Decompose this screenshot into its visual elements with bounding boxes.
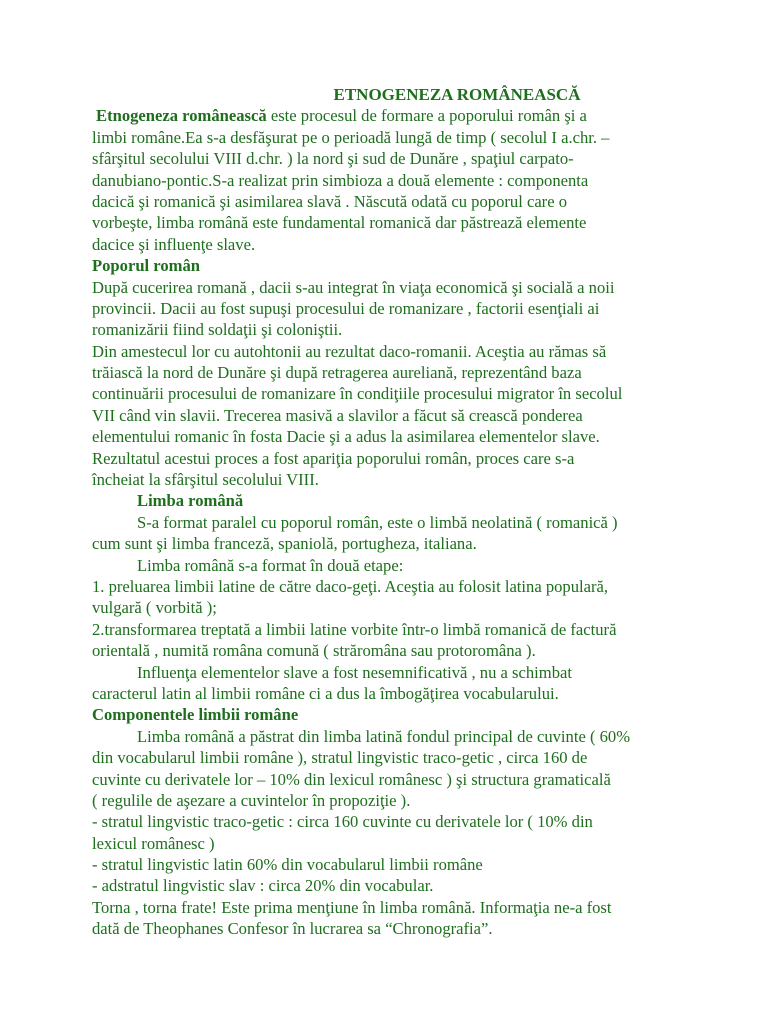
poporul-line: Din amestecul lor cu autohtonii au rezultat daco-romanii. Aceştia au rămas să — [92, 341, 607, 361]
componente-line: lexicul românesc ) — [92, 833, 215, 853]
intro-line: dacice şi influenţe slave. — [92, 234, 256, 254]
limba-line: orientală , numită româna comună ( străromâna sau protoromâna ). — [92, 641, 536, 661]
poporul-line: continuării procesului de romanizare în condiţiile procesului migrator în secolul — [92, 384, 623, 404]
intro-line: vorbeşte, limba română este fundamental romanică dar păstrează elemente — [92, 213, 587, 233]
poporul-line: încheiat la sfârşitul secolului VIII. — [92, 470, 319, 490]
componente-line: Limba română a păstrat din limba latină fondul principal de cuvinte ( 60% — [137, 726, 631, 746]
intro-line: dacică şi romanică şi asimilarea slavă . Născută odată cu poporul care o — [92, 191, 568, 211]
poporul-line: VII când vin slavii. Trecerea masivă a slavilor a făcut să crească ponderea — [92, 405, 583, 425]
componente-line: din vocabularul limbii române ), stratul lingvistic traco-getic , circa 160 de — [92, 748, 588, 768]
limba-line: S-a format paralel cu poporul român, este o limbă neolatină ( romanică ) — [137, 512, 618, 532]
limba-line: 2.transformarea treptată a limbii latine vorbite într-o limbă romanică de factură — [92, 619, 617, 639]
componente-line: - stratul lingvistic traco-getic : circa 160 cuvinte cu derivatele lor ( 10% din — [92, 812, 593, 832]
limba-line: Limba română s-a format în două etape: — [137, 555, 404, 575]
poporul-line: elementului romanic în fosta Dacie şi a adus la asimilarea elementelor slave. — [92, 427, 600, 447]
section-heading-componentele: Componentele limbii române — [92, 705, 299, 725]
limba-line: cum sunt şi limba franceză, spaniolă, portugheza, italiana. — [92, 534, 477, 554]
limba-line: caracterul latin al limbii române ci a dus la îmbogăţirea vocabularului. — [92, 683, 559, 703]
document-title: ETNOGENEZA ROMÂNEASCĂ — [333, 85, 581, 104]
poporul-line: romanizării fiind soldaţii şi coloniştii. — [92, 320, 343, 340]
section-heading-limba: Limba română — [137, 491, 244, 511]
componente-line: ( regulile de aşezare a cuvintelor în propoziţie ). — [92, 790, 411, 810]
componente-line: dată de Theophanes Confesor în lucrarea sa “Chronografia”. — [92, 919, 493, 939]
intro-line: sfârşitul secolului VIII d.chr. ) la nord şi sud de Dunăre , spaţiul carpato- — [92, 149, 574, 169]
intro-first-line — [92, 105, 712, 126]
intro-lead-term: Etnogeneza românească — [96, 106, 267, 126]
componente-line: - adstratul lingvistic slav : circa 20% din vocabular. — [92, 876, 434, 896]
intro-line: este procesul de formare a poporului român şi a — [266, 106, 587, 126]
poporul-line: provincii. Dacii au fost supuşi procesului de romanizare , factorii esenţiali ai — [92, 298, 600, 318]
document-body — [92, 84, 712, 940]
poporul-line: După cucerirea romană , dacii s-au integrat în viaţa economică şi socială a noii — [92, 277, 615, 297]
componente-line: cuvinte cu derivatele lor – 10% din lexicul românesc ) şi structura gramaticală — [92, 769, 611, 789]
limba-line: 1. preluarea limbii latine de către daco-geţi. Aceştia au folosit latina populară, — [92, 576, 609, 596]
limba-line: vulgară ( vorbită ); — [92, 598, 217, 618]
poporul-line: trăiască la nord de Dunăre şi după retragerea aureliană, reprezentând baza — [92, 363, 582, 383]
intro-line: danubiano-pontic.S-a realizat prin simbioza a două elemente : componenta — [92, 170, 589, 190]
limba-line: Influenţa elementelor slave a fost nesemnificativă , nu a schimbat — [137, 662, 572, 682]
poporul-line: Rezultatul acestui proces a fost apariţia poporului român, proces care s-a — [92, 448, 575, 468]
section-heading-poporul: Poporul român — [92, 256, 201, 276]
componente-line: - stratul lingvistic latin 60% din vocabularul limbii române — [92, 855, 483, 875]
intro-line: limbi române.Ea s-a desfăşurat pe o perioadă lungă de timp ( secolul I a.chr. – — [92, 127, 610, 147]
componente-line: Torna , torna frate! Este prima menţiune în limba română. Informaţia ne-a fost — [92, 897, 612, 917]
